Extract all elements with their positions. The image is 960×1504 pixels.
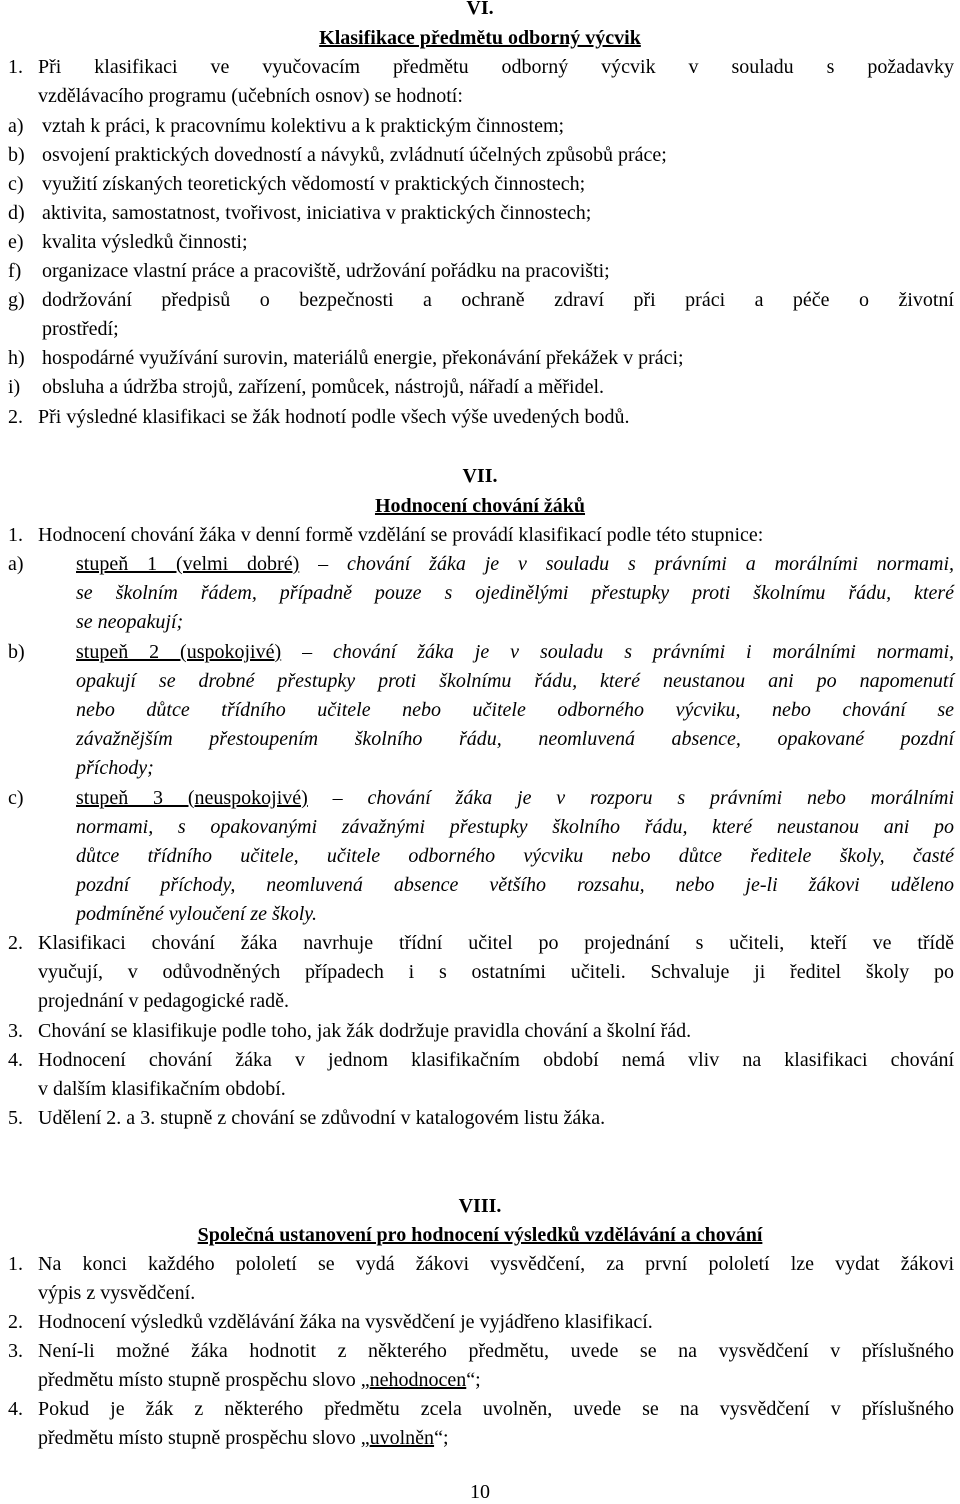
section-8-number: VIII. [458,1195,502,1217]
section-6-title: Klasifikace předmětu odborný výcvik [319,27,641,49]
grade-label: stupeň 2 (uspokojivé) [76,641,282,663]
term-nehodnocen: nehodnocen [369,1369,467,1391]
page-number: 10 [470,1481,490,1503]
section-6-number: VI. [466,0,494,19]
para-text: Při klasifikaci ve vyučovacím předmětu odborný výcvik v souladu s požadavky [38,56,954,78]
document-page: VI. Klasifikace předmětu odborný výcvik 1. Při klasifikaci ve vyučovacím předmětu odborný výcvik v souladu s požadavky vzdělávacího programu (učebních osnov) se hodnotí: a) vztah k práci, k pracovnímu kolektivu a k praktickým činnostem; b) osvojení praktických dovedností a návyků, zvládnutí účelných způsobů práce; c) využití získaných teoretických vědomostí v praktických činnostech; d) aktivita, samostatnost, tvořivost, iniciativa v praktických činnostech; e) kvalita výsledků činnosti; f) organizace vlastní práce a pracoviště, udržování pořádku na pracovišti; g) dodržování předpisů o bezpečnosti a ochraně zdraví při práci a péče o životní prostředí; h) hospodárné využívání surovin, materiálů energie, překonávání překážek v práci; i) obsluha a údržba strojů, zařízení, pomůcek, nástrojů, nářadí a měřidel. 2. Při výsledné klasifikaci se žák hodnotí podle všech výše uvedených bodů. VII. Hodnocení chování žáků 1. Hodnocení chování žáka v denní formě vzdělání se provádí klasifikací podle této stupnice: a) stupeň 1 (velmi dobré) – chování žáka je v souladu s právními a morálními normami, se školním řádem, případně pouze s ojedinělými přestupky proti školnímu řádu, které se neopakují; b) stupeň 2 (uspokojivé) – chování žáka je v souladu s právními i morálními normami, opakují se drobné přestupky proti školnímu řádu, které neustanou ani po napomenutí nebo důtce třídního učitele nebo učitele odborného výcviku, nebo chování se závažnějším přestoupením školního řádu, neomluvená absence, opakované pozdní příchody; c) stupeň 3 (neuspokojivé) – chování žáka je v rozporu s právními nebo morálními normami, s opakovanými závažnými přestupky školního řádu, které neustanou ani po důtce třídního učitele, učitele odborného výcviku nebo důtce ředitele školy, časté pozdní příchody, neomluvená absence většího rozsahu, nebo je-li žákovi uděleno podmíněné vyloučení ze školy. 2. Klasifikaci chování žáka navrhuje třídní učitel po projednání s učiteli, kteří ve třídě vyučují, v odůvodněných případech i s ostatními učiteli. Schvaluje ji ředitel školy po projednání v pedagogické radě. 3. Chování se klasifikuje podle toho, jak žák dodržuje pravidla chování a školní řád. 4. Hodnocení chování žáka v jednom klasifikačním období nemá vliv na klasifikaci chování v dalším klasifikačním období. 5. Udělení 2. a 3. stupně z chování se zdůvodní v katalogovém listu žáka. VIII. Společná ustanovení pro hodnocení výsledků vzdělávání a chování 1. Na konci každého pololetí se vydá žákovi vysvědčení, za první pololetí lze vydat žákovi výpis z vysvědčení. 2. Hodnocení výsledků vzdělávání žáka na vysvědčení je vyjádřeno klasifikací. 3. Není-li možné žáka hodnotit z některého předmětu, uvede se na vysvědčení v příslušného předmětu místo stupně prospěchu slovo „nehodnocen“; 4. Pokud je žák z některého předmětu zcela uvolněn, uvede se na vysvědčení v příslušného předmětu místo stupně prospěchu slovo „uvolněn“; 10 [0,0,960,1503]
grade-label: stupeň 3 (neuspokojivé) [76,787,308,809]
section-7-title: Hodnocení chování žáků [374,495,586,517]
section-8-title: Společná ustanovení pro hodnocení výsledků vzdělávání a chování [197,1224,763,1246]
section-7-number: VII. [462,465,498,487]
grade-label: stupeň 1 (velmi dobré) [76,553,300,575]
term-uvolnen: uvolněn [369,1427,435,1449]
para-number: 1. [8,56,23,78]
